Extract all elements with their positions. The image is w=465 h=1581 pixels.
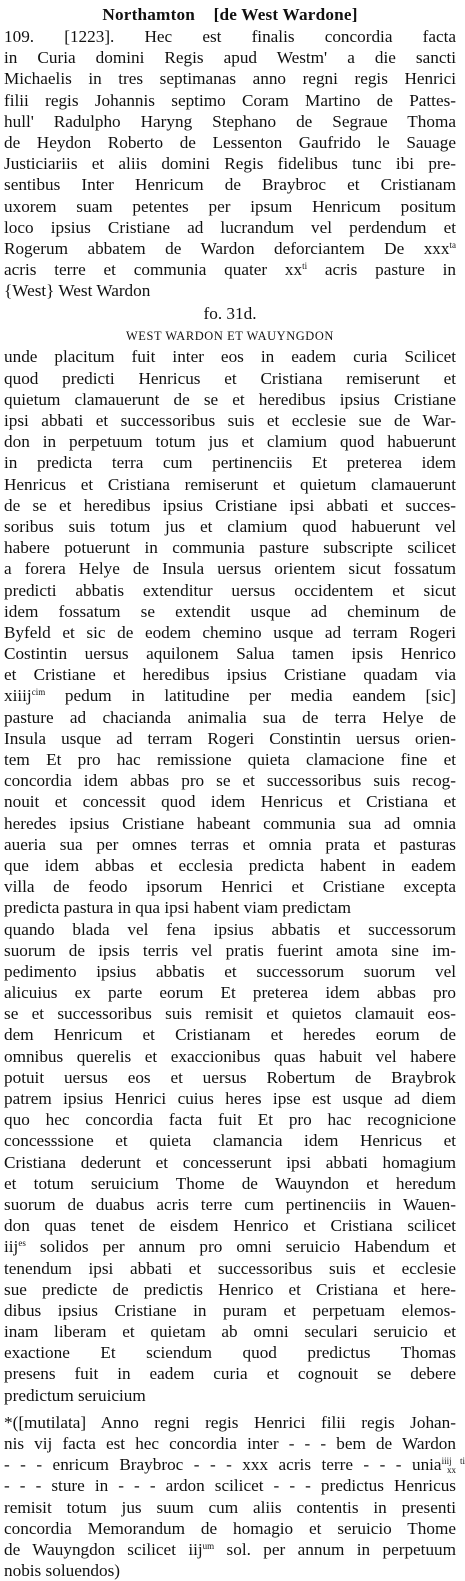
- text-line: [4, 259, 456, 280]
- text-line: que idem abbas et ecclesia predicta habent in eadem: [4, 855, 456, 875]
- text-line: de Heydon Roberto de Lessenton Gaufrido le Sauage: [4, 132, 456, 152]
- text-line: dibus ipsius Cristiane in puram et perpetuam elemos-: [4, 1300, 456, 1320]
- text-span: acris pasture in: [307, 260, 456, 280]
- text-span: xiiij: [4, 686, 32, 706]
- text-line: et totum seruicium Thome de Wauyndon et heredum: [4, 1173, 456, 1193]
- folio-label: fo. 31d.: [203, 304, 257, 324]
- text-line: nobis soluendos): [4, 1561, 121, 1581]
- superscript: ta: [449, 239, 456, 250]
- text-span: solidos per annum pro omni seruicio Habendum et: [25, 1237, 456, 1257]
- text-line: suorum de ipsis terris vel pratis fuerint amota sine im-: [4, 940, 456, 960]
- text-line: Byfeld et sic de eodem chemino usque ad terram Rogeri: [4, 622, 456, 642]
- text-line: Michaelis in tres septimanas anno regni regis Henrici: [4, 69, 456, 89]
- text-line: [4, 1236, 456, 1257]
- text-line: patrem ipsius Henrici cuius heres ipse est usque ad diem: [4, 1089, 456, 1108]
- heading-place: Northamton: [102, 5, 196, 24]
- text-line: - - - sture in - - - ardon scilicet - - - predictus Henricus: [4, 1476, 456, 1496]
- text-line: in Curia domini Regis apud Westm' a die sancti: [4, 48, 456, 68]
- text-line: loco ipsius Cristiane ad lucrandum vel perdendum et: [4, 217, 456, 237]
- text-line: predicti abbatis extenditur uersus occidentem et sicut: [4, 580, 456, 600]
- superscript: um: [202, 1540, 215, 1551]
- text-span: acris terre et communia quater xx: [4, 260, 303, 280]
- text-line: [4, 1539, 456, 1560]
- text-line: et Cristiane et heredibus ipsius Cristiane quadam via: [4, 665, 456, 685]
- text-line: unde placitum fuit inter eos in eadem curia Scilicet: [4, 347, 456, 367]
- heading-bracket-note: [de West Wardone]: [213, 5, 358, 24]
- superscript: cim: [31, 687, 46, 698]
- text-line: presens fuit in eadem curia et cognouit se debere: [4, 1364, 456, 1384]
- text-line: in predicta terra cum pertinenciis Et preterea idem: [4, 453, 456, 473]
- text-line: nis vij facta est hec concordia inter - - - bem de Wardon: [4, 1434, 456, 1453]
- text-line: remisit totum jus suum cum aliis contentis in presenti: [4, 1497, 456, 1517]
- text-line: filii regis Johannis septimo Coram Martino de Pattes-: [4, 90, 456, 110]
- text-line: heredes ipsius Cristiane habeant communia sua ad omnia: [4, 813, 456, 833]
- text-line: de se et heredibus ipsius Cristiane ipsi abbati et succes-: [4, 495, 456, 515]
- text-line: Henricus et Cristiana remiserunt et quietum clamauerunt: [4, 474, 456, 494]
- text-line: ipsi abbati et successoribus suis et ecclesie sue de War-: [4, 411, 456, 430]
- text-line: tem Et pro hac remissione quieta clamacione fine et: [4, 750, 456, 769]
- text-line: a forera Helye de Insula uersus orientem sicut fossatum: [4, 559, 456, 579]
- running-title: WEST WARDON ET WAUYNGDON: [126, 329, 334, 344]
- subscript: xx: [446, 1465, 456, 1476]
- text-line: don quas tenet de eisdem Henrico et Cristiana scilicet: [4, 1216, 456, 1236]
- text-line: pasture ad chacianda animalia sua de terra Helye de: [4, 707, 456, 727]
- page-heading: [4, 4, 456, 26]
- text-line: quietum clamauerunt de se et heredibus ipsius Cristiane: [4, 389, 456, 409]
- mutilated-note: [4, 1412, 465, 1581]
- text-line: inam liberam et quietam ab omni seculari seruicio et: [4, 1322, 456, 1342]
- superscript: iiij ti: [441, 1456, 465, 1467]
- text-line: pedimento ipsius abbatis et successorum suorum vel: [4, 961, 456, 981]
- document-page: [4, 0, 465, 1581]
- text-line: se et successoribus suis remisit et quietos clamauit eos-: [4, 1004, 456, 1024]
- text-line: idem fossatum se extendit usque ad cheminum de: [4, 601, 456, 621]
- superscript: ti: [302, 261, 308, 272]
- text-line: dem Henricum et Cristianam et heredes eorum de: [4, 1025, 456, 1045]
- text-line: *([mutilata] Anno regni regis Henrici filii regis Johan-: [4, 1412, 456, 1432]
- text-line: uxorem suam petentes per ipsum Henricum positum: [4, 196, 456, 216]
- text-span: pedum in latitudine per media eandem [sic]: [45, 686, 456, 706]
- text-line: habere potuerunt in communia pasture subscripte scilicet: [4, 538, 456, 558]
- text-line: hull' Radulpho Haryng Stephano de Segraue Thoma: [4, 111, 456, 131]
- text-line: quo hec concordia facta fuit Et pro hac recognicione: [4, 1110, 456, 1130]
- text-line: concesssione et quieta clamancia idem Henricus et: [4, 1131, 456, 1151]
- entry-109: [4, 26, 456, 301]
- text-line: alicuius ex parte eorum Et preterea idem abbas pro: [4, 983, 456, 1003]
- text-line: concordia Memorandum de homagio et seruicio Thome: [4, 1518, 456, 1538]
- text-line: potuit uersus eos et uersus Robertum de Braybrok: [4, 1067, 456, 1087]
- text-line: predicta pastura in qua ipsi habent viam predictam: [4, 898, 351, 918]
- text-line: omnibus querelis et exaccionibus quas habuit vel habere: [4, 1046, 456, 1066]
- text-line: aueria sua per omnes terras et omnia prata et pasturas: [4, 834, 456, 854]
- text-line: Costintin uersus aquilonem Salua tamen ipsis Henrico: [4, 644, 456, 664]
- text-line: Insula usque ad terram Rogeri Constintin uersus orien-: [4, 728, 456, 748]
- text-line: tenendum ipsi abbati et successoribus suis et ecclesie: [4, 1258, 456, 1278]
- text-line: sue predicte de predictis Henrico et Cristiana et here-: [4, 1279, 456, 1299]
- text-line: quando blada vel fena ipsius abbatis et successorum: [4, 919, 456, 939]
- text-line: exactione Et sciendum quod predictus Thomas: [4, 1343, 456, 1363]
- text-span: iij: [4, 1237, 19, 1257]
- text-line: {West} West Wardon: [4, 281, 151, 301]
- text-line: concordia idem abbas pro se et successoribus suis recog-: [4, 771, 456, 791]
- text-line: soribus suis totum jus et clamium quod habuerunt vel: [4, 516, 456, 536]
- text-span: sol. per annum in perpetuum: [214, 1539, 457, 1559]
- text-line: Justiciariis et aliis domini Regis fidelibus tunc ibi pre-: [4, 154, 456, 174]
- superscript: es: [18, 1238, 26, 1249]
- text-line: Cristiana dederunt et concesserunt ipsi abbati homagium: [4, 1152, 456, 1172]
- text-span: Rogerum abbatem de Wardon deforciantem De xxx: [4, 238, 450, 258]
- continuation-text: [4, 346, 456, 1405]
- text-line: [4, 238, 456, 259]
- text-line: sentibus Inter Henricum de Braybroc et Cristianam: [4, 175, 456, 195]
- text-span: de Wauyngdon scilicet iij: [4, 1539, 203, 1559]
- text-line: [4, 685, 456, 706]
- text-line: quod predicti Henricus et Cristiana remiserunt et: [4, 368, 456, 388]
- text-line: villa de feodo ipsorum Henrici et Cristiane excepta: [4, 877, 456, 897]
- text-span: - - - enricum Braybroc - - - xxx acris terre - - - unia: [4, 1455, 442, 1475]
- text-line: suorum de duabus acris terre cum pertinenciis in Wauen-: [4, 1194, 456, 1214]
- text-line: don in perpetuum totum jus et clamium quod habuerunt: [4, 432, 456, 452]
- text-line: [4, 1454, 465, 1476]
- text-line: nouit et concessit quod idem Henricus et Cristiana et: [4, 792, 456, 812]
- text-line: predictum seruicium: [4, 1385, 146, 1405]
- text-line: 109. [1223]. Hec est finalis concordia facta: [4, 27, 456, 46]
